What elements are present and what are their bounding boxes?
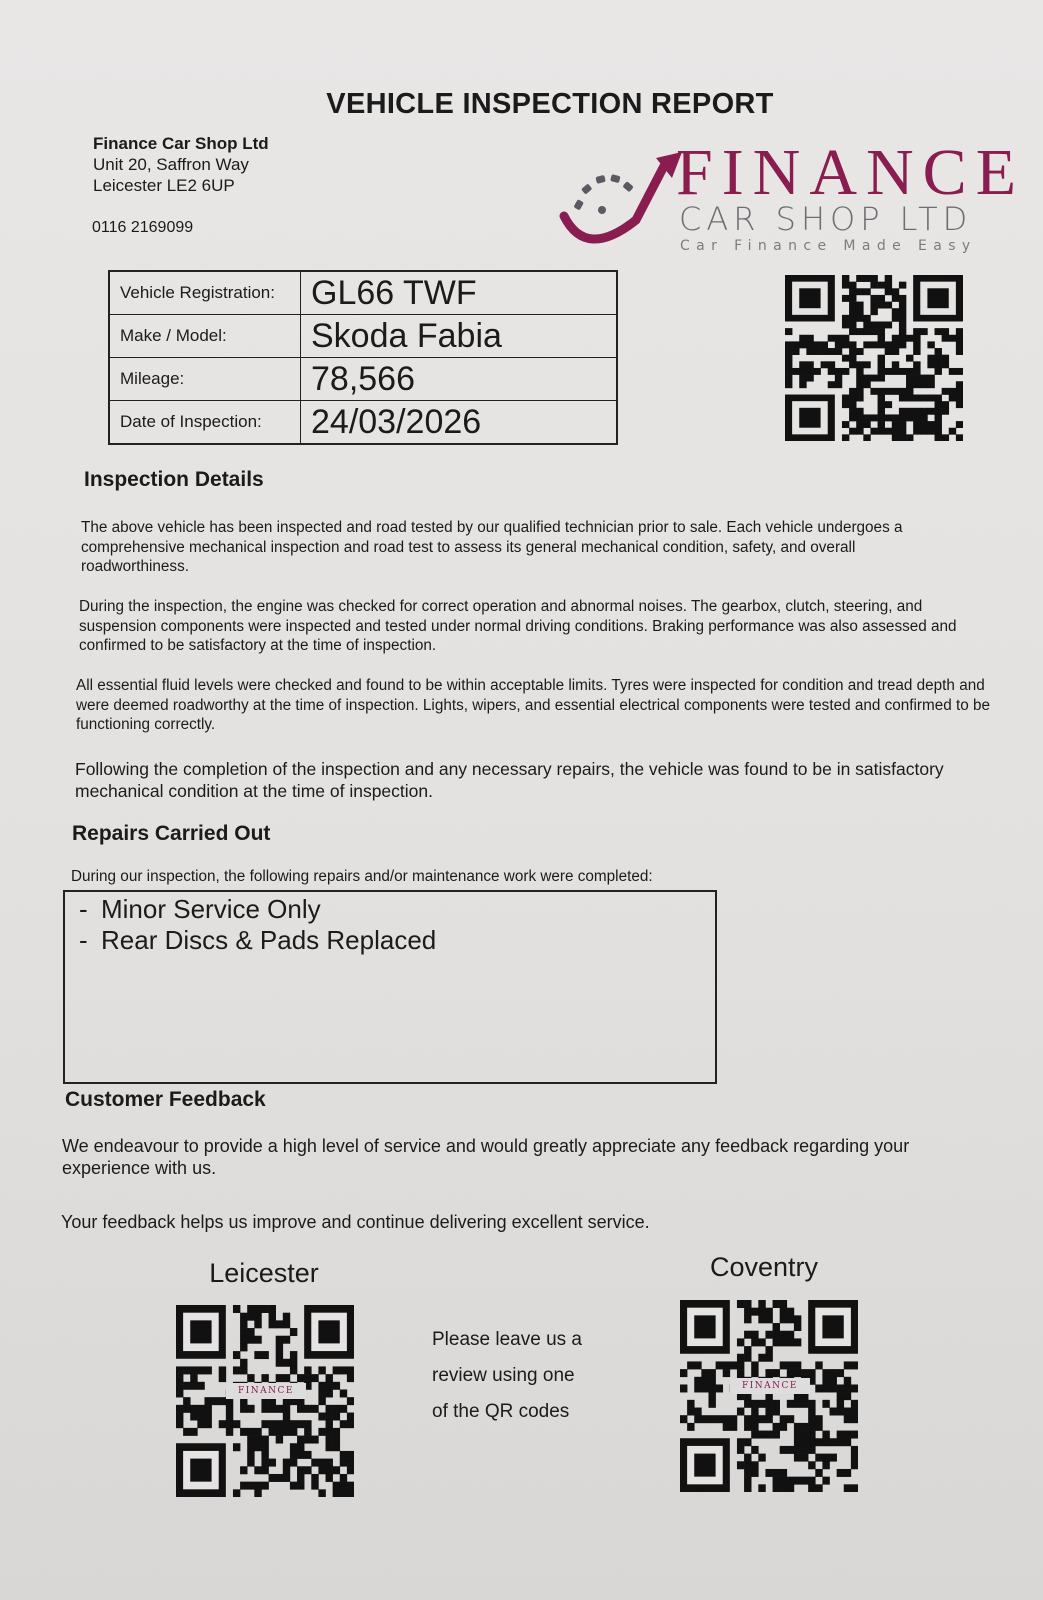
speedometer-arrow-icon <box>556 148 686 258</box>
review-text: Please leave us a review using one of the QR codes <box>432 1329 582 1422</box>
table-row <box>109 315 617 358</box>
coventry-label: Coventry <box>709 1252 819 1282</box>
inspection-heading: Inspection Details <box>84 468 264 491</box>
logo-tagline: Car Finance Made Easy <box>680 238 977 254</box>
leicester-qr-code-icon[interactable] <box>176 1305 354 1497</box>
inspection-date-value: 24/03/2026 <box>301 401 618 445</box>
inspection-paragraph-3: All essential fluid levels were checked and found to be within acceptable limits. Tyres were inspected for condition and tread depth and were deemed roadworthy at the time of inspection. Lights, wipers, and essential electrical components were tested and confirmed to be functioning correctly. <box>76 677 991 733</box>
registration-value: GL66 TWF <box>301 271 618 315</box>
inspection-paragraph-2: During the inspection, the engine was checked for correct operation and abnormal noises. The gearbox, clutch, steering, and suspension components were inspected and tested under normal driving conditions. Braking performance was also assessed and confirmed to be satisfactory at the time of inspection. <box>79 598 957 654</box>
qr-code-icon[interactable] <box>785 275 963 441</box>
company-name: Finance Car Shop Ltd <box>93 134 269 153</box>
address-line-2: Leicester LE2 6UP <box>93 176 235 195</box>
table-row <box>109 401 617 445</box>
row-label: Date of Inspection: <box>109 401 301 445</box>
company-logo <box>556 136 1026 270</box>
qr-logo: FINANCE <box>226 1383 306 1399</box>
leicester-label: Leicester <box>209 1258 319 1288</box>
row-label: Make / Model: <box>109 315 301 358</box>
feedback-paragraph-1: We endeavour to provide a high level of service and would greatly appreciate any feedback regarding your experience with us. <box>62 1136 910 1178</box>
vehicle-details-table <box>108 270 618 445</box>
list-item: - Minor Service Only <box>79 894 321 924</box>
row-label: Vehicle Registration: <box>109 271 301 315</box>
table-row <box>109 358 617 401</box>
feedback-heading: Customer Feedback <box>65 1088 266 1111</box>
inspection-paragraph-1: The above vehicle has been inspected and road tested by our qualified technician prior to sale. Each vehicle undergoes a comprehensive mechanical inspection and road test to assess its general mechanical condition, safety, and overall roadworthiness. <box>81 519 903 575</box>
repair-item-1: Minor Service Only <box>101 894 321 924</box>
repair-item-2: Rear Discs & Pads Replaced <box>101 925 437 955</box>
repairs-box <box>63 890 717 1084</box>
coventry-qr-code-icon[interactable] <box>680 1300 858 1492</box>
table-row <box>109 271 617 315</box>
qr-logo: FINANCE <box>730 1378 810 1394</box>
row-label: Mileage: <box>109 358 301 401</box>
logo-finance: FINANCE <box>676 136 1026 209</box>
inspection-paragraph-4: Following the completion of the inspection and any necessary repairs, the vehicle was found to be in satisfactory mechanical condition at the time of inspection. <box>75 759 944 801</box>
mileage-value: 78,566 <box>301 358 618 401</box>
report-title: VEHICLE INSPECTION REPORT <box>326 88 774 120</box>
address-line-1: Unit 20, Saffron Way <box>93 155 249 174</box>
make-model-value: Skoda Fabia <box>301 315 618 358</box>
repairs-heading: Repairs Carried Out <box>72 822 271 845</box>
list-item: - Rear Discs & Pads Replaced <box>79 925 437 955</box>
company-address <box>93 133 269 196</box>
logo-car-shop: CAR SHOP LTD <box>679 200 973 238</box>
company-phone: 0116 2169099 <box>92 219 194 236</box>
feedback-paragraph-2: Your feedback helps us improve and continue delivering excellent service. <box>61 1212 650 1232</box>
repairs-intro: During our inspection, the following repairs and/or maintenance work were completed: <box>71 868 653 885</box>
